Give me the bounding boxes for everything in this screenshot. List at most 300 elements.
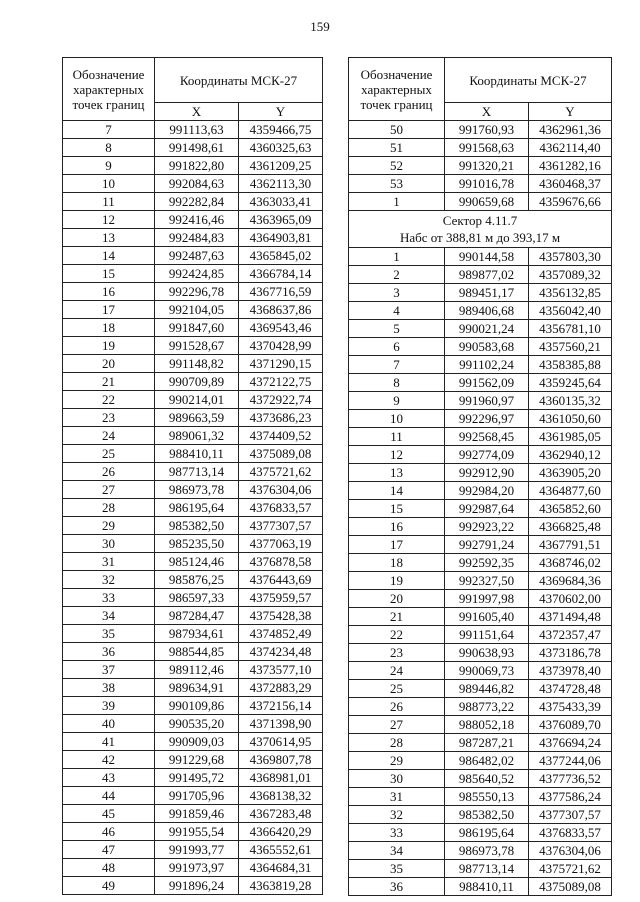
point-number: 14 <box>349 482 445 500</box>
table-row <box>349 157 612 175</box>
x-coordinate: 990214,01 <box>155 391 239 409</box>
y-coordinate: 4365845,02 <box>239 247 323 265</box>
point-number: 22 <box>349 626 445 644</box>
table-row <box>349 464 612 482</box>
table-row <box>63 247 323 265</box>
x-coordinate: 991822,80 <box>155 157 239 175</box>
point-number: 12 <box>349 446 445 464</box>
x-coordinate: 991859,46 <box>155 805 239 823</box>
right-table-body-before <box>349 121 612 211</box>
y-coordinate: 4376833,57 <box>529 824 612 842</box>
y-coordinate: 4366420,29 <box>239 823 323 841</box>
x-coordinate: 992416,46 <box>155 211 239 229</box>
table-row <box>63 535 323 553</box>
point-number: 11 <box>349 428 445 446</box>
x-coordinate: 992984,20 <box>445 482 529 500</box>
table-row <box>349 482 612 500</box>
y-coordinate: 4371398,90 <box>239 715 323 733</box>
point-number: 29 <box>63 517 155 535</box>
x-header: X <box>445 103 529 121</box>
table-row <box>63 175 323 193</box>
x-coordinate: 988773,22 <box>445 698 529 716</box>
table-row <box>63 157 323 175</box>
y-coordinate: 4363819,28 <box>239 877 323 895</box>
point-number: 32 <box>349 806 445 824</box>
y-coordinate: 4360325,63 <box>239 139 323 157</box>
x-coordinate: 989634,91 <box>155 679 239 697</box>
table-row <box>349 320 612 338</box>
table-row <box>349 716 612 734</box>
sector-row <box>349 211 612 248</box>
point-number: 45 <box>63 805 155 823</box>
x-coordinate: 992912,90 <box>445 464 529 482</box>
point-number: 39 <box>63 697 155 715</box>
y-coordinate: 4371290,15 <box>239 355 323 373</box>
x-coordinate: 989877,02 <box>445 266 529 284</box>
point-number: 18 <box>63 319 155 337</box>
point-number: 33 <box>349 824 445 842</box>
x-coordinate: 988410,11 <box>445 878 529 896</box>
y-coordinate: 4371494,48 <box>529 608 612 626</box>
sector-section <box>349 211 612 248</box>
x-coordinate: 987284,47 <box>155 607 239 625</box>
x-coordinate: 985550,13 <box>445 788 529 806</box>
y-coordinate: 4370428,99 <box>239 337 323 355</box>
coordinates-header: Координаты МСК-27 <box>445 58 612 103</box>
point-number: 26 <box>349 698 445 716</box>
y-coordinate: 4356042,40 <box>529 302 612 320</box>
x-coordinate: 992296,78 <box>155 283 239 301</box>
y-coordinate: 4358385,88 <box>529 356 612 374</box>
y-coordinate: 4377307,57 <box>239 517 323 535</box>
y-coordinate: 4367716,59 <box>239 283 323 301</box>
x-coordinate: 992487,63 <box>155 247 239 265</box>
x-coordinate: 987934,61 <box>155 625 239 643</box>
y-coordinate: 4376833,57 <box>239 499 323 517</box>
x-coordinate: 991498,61 <box>155 139 239 157</box>
x-coordinate: 990638,93 <box>445 644 529 662</box>
point-number: 35 <box>349 860 445 878</box>
x-coordinate: 991113,63 <box>155 121 239 139</box>
point-number: 14 <box>63 247 155 265</box>
x-coordinate: 991993,77 <box>155 841 239 859</box>
table-row <box>349 392 612 410</box>
x-coordinate: 990109,86 <box>155 697 239 715</box>
y-coordinate: 4365552,61 <box>239 841 323 859</box>
table-row <box>63 697 323 715</box>
point-number: 36 <box>349 878 445 896</box>
table-row <box>63 319 323 337</box>
point-number: 31 <box>349 788 445 806</box>
x-coordinate: 985382,50 <box>445 806 529 824</box>
point-number: 8 <box>63 139 155 157</box>
y-coordinate: 4375721,62 <box>239 463 323 481</box>
table-row <box>63 193 323 211</box>
y-coordinate: 4376443,69 <box>239 571 323 589</box>
x-coordinate: 991960,97 <box>445 392 529 410</box>
y-coordinate: 4376304,06 <box>529 842 612 860</box>
point-number: 21 <box>349 608 445 626</box>
x-coordinate: 990583,68 <box>445 338 529 356</box>
point-number: 2 <box>349 266 445 284</box>
table-row <box>63 769 323 787</box>
sector-subtitle: Набс от 388,81 м до 393,17 м <box>399 230 561 245</box>
x-coordinate: 985235,50 <box>155 535 239 553</box>
table-row <box>63 877 323 895</box>
y-coordinate: 4373186,78 <box>529 644 612 662</box>
table-row <box>349 878 612 896</box>
x-coordinate: 991016,78 <box>445 175 529 193</box>
y-coordinate: 4377307,57 <box>529 806 612 824</box>
point-number: 31 <box>63 553 155 571</box>
coordinates-table-right <box>348 57 612 896</box>
point-number: 24 <box>63 427 155 445</box>
point-number: 16 <box>349 518 445 536</box>
y-coordinate: 4364877,60 <box>529 482 612 500</box>
point-number: 50 <box>349 121 445 139</box>
table-row <box>63 337 323 355</box>
point-number: 12 <box>63 211 155 229</box>
point-number: 46 <box>63 823 155 841</box>
x-coordinate: 987713,14 <box>155 463 239 481</box>
x-coordinate: 991528,67 <box>155 337 239 355</box>
table-row <box>349 356 612 374</box>
x-coordinate: 990535,20 <box>155 715 239 733</box>
table-row <box>63 445 323 463</box>
x-coordinate: 990909,03 <box>155 733 239 751</box>
x-coordinate: 990709,89 <box>155 373 239 391</box>
y-header: Y <box>529 103 612 121</box>
point-number: 8 <box>349 374 445 392</box>
table-row <box>349 338 612 356</box>
y-coordinate: 4370614,95 <box>239 733 323 751</box>
table-row <box>349 536 612 554</box>
point-number: 19 <box>349 572 445 590</box>
x-coordinate: 986482,02 <box>445 752 529 770</box>
x-coordinate: 985382,50 <box>155 517 239 535</box>
x-coordinate: 989451,17 <box>445 284 529 302</box>
table-row <box>349 734 612 752</box>
x-coordinate: 992424,85 <box>155 265 239 283</box>
coordinates-table-left <box>62 57 323 895</box>
x-coordinate: 986597,33 <box>155 589 239 607</box>
point-number: 18 <box>349 554 445 572</box>
table-row <box>63 499 323 517</box>
y-coordinate: 4361985,05 <box>529 428 612 446</box>
point-label-header: Обозначение характерных точек границ <box>63 58 155 121</box>
table-row <box>349 374 612 392</box>
x-coordinate: 985640,52 <box>445 770 529 788</box>
y-coordinate: 4359245,64 <box>529 374 612 392</box>
point-number: 26 <box>63 463 155 481</box>
y-coordinate: 4372156,14 <box>239 697 323 715</box>
point-number: 20 <box>349 590 445 608</box>
point-number: 6 <box>349 338 445 356</box>
table-row <box>349 518 612 536</box>
point-number: 44 <box>63 787 155 805</box>
point-number: 9 <box>349 392 445 410</box>
point-number: 13 <box>349 464 445 482</box>
y-coordinate: 4375721,62 <box>529 860 612 878</box>
table-row <box>349 554 612 572</box>
point-number: 25 <box>349 680 445 698</box>
point-number: 47 <box>63 841 155 859</box>
y-coordinate: 4375959,57 <box>239 589 323 607</box>
y-coordinate: 4374728,48 <box>529 680 612 698</box>
table-row <box>63 751 323 769</box>
point-number: 28 <box>349 734 445 752</box>
table-row <box>63 733 323 751</box>
x-coordinate: 991568,63 <box>445 139 529 157</box>
table-row <box>63 625 323 643</box>
x-coordinate: 990021,24 <box>445 320 529 338</box>
y-coordinate: 4363033,41 <box>239 193 323 211</box>
right-table-body-after <box>349 248 612 896</box>
y-coordinate: 4377244,06 <box>529 752 612 770</box>
table-row <box>63 823 323 841</box>
table-row <box>349 788 612 806</box>
point-number: 15 <box>63 265 155 283</box>
y-coordinate: 4361209,25 <box>239 157 323 175</box>
point-number: 21 <box>63 373 155 391</box>
table-row <box>349 644 612 662</box>
table-row <box>63 481 323 499</box>
x-coordinate: 992282,84 <box>155 193 239 211</box>
y-coordinate: 4368746,02 <box>529 554 612 572</box>
point-number: 20 <box>63 355 155 373</box>
table-row <box>63 661 323 679</box>
y-coordinate: 4357803,30 <box>529 248 612 266</box>
table-row <box>63 373 323 391</box>
point-number: 10 <box>63 175 155 193</box>
sector-title: Сектор 4.11.7 <box>442 213 518 228</box>
table-row <box>63 121 323 139</box>
y-coordinate: 4369684,36 <box>529 572 612 590</box>
y-coordinate: 4368637,86 <box>239 301 323 319</box>
x-coordinate: 991705,96 <box>155 787 239 805</box>
x-coordinate: 991760,93 <box>445 121 529 139</box>
point-number: 16 <box>63 283 155 301</box>
table-row <box>349 139 612 157</box>
y-coordinate: 4363905,20 <box>529 464 612 482</box>
point-number: 43 <box>63 769 155 787</box>
x-coordinate: 987287,21 <box>445 734 529 752</box>
point-number: 7 <box>349 356 445 374</box>
point-number: 5 <box>349 320 445 338</box>
x-coordinate: 989406,68 <box>445 302 529 320</box>
point-label-header: Обозначение характерных точек границ <box>349 58 445 121</box>
y-coordinate: 4366784,14 <box>239 265 323 283</box>
y-coordinate: 4376878,58 <box>239 553 323 571</box>
table-row <box>349 824 612 842</box>
table-row <box>63 643 323 661</box>
y-coordinate: 4374409,52 <box>239 427 323 445</box>
table-row <box>349 428 612 446</box>
x-coordinate: 990069,73 <box>445 662 529 680</box>
table-row <box>63 571 323 589</box>
point-number: 36 <box>63 643 155 661</box>
table-row <box>63 517 323 535</box>
point-number: 9 <box>63 157 155 175</box>
x-coordinate: 991605,40 <box>445 608 529 626</box>
table-row <box>63 805 323 823</box>
point-number: 29 <box>349 752 445 770</box>
table-row <box>63 841 323 859</box>
table-row <box>63 409 323 427</box>
table-row <box>349 446 612 464</box>
table-row <box>349 266 612 284</box>
left-table-body <box>63 121 323 895</box>
table-row <box>63 589 323 607</box>
sector-cell <box>349 211 612 248</box>
point-number: 37 <box>63 661 155 679</box>
y-coordinate: 4359676,66 <box>529 193 612 211</box>
point-number: 48 <box>63 859 155 877</box>
point-number: 27 <box>63 481 155 499</box>
x-coordinate: 992327,50 <box>445 572 529 590</box>
y-coordinate: 4370602,00 <box>529 590 612 608</box>
page-number: 159 <box>310 19 330 34</box>
table-row <box>63 553 323 571</box>
y-coordinate: 4362113,30 <box>239 175 323 193</box>
x-coordinate: 988410,11 <box>155 445 239 463</box>
x-coordinate: 991997,98 <box>445 590 529 608</box>
table-row <box>349 193 612 211</box>
x-coordinate: 992592,35 <box>445 554 529 572</box>
y-coordinate: 4373978,40 <box>529 662 612 680</box>
x-coordinate: 992791,24 <box>445 536 529 554</box>
point-number: 4 <box>349 302 445 320</box>
point-number: 1 <box>349 248 445 266</box>
y-coordinate: 4361282,16 <box>529 157 612 175</box>
y-coordinate: 4356132,85 <box>529 284 612 302</box>
x-coordinate: 991973,97 <box>155 859 239 877</box>
table-row <box>63 139 323 157</box>
point-number: 1 <box>349 193 445 211</box>
point-number: 33 <box>63 589 155 607</box>
y-coordinate: 4356781,10 <box>529 320 612 338</box>
y-coordinate: 4364903,81 <box>239 229 323 247</box>
table-row <box>63 463 323 481</box>
y-coordinate: 4372922,74 <box>239 391 323 409</box>
table-row <box>63 283 323 301</box>
x-coordinate: 992923,22 <box>445 518 529 536</box>
x-coordinate: 991955,54 <box>155 823 239 841</box>
point-number: 38 <box>63 679 155 697</box>
y-coordinate: 4360468,37 <box>529 175 612 193</box>
table-row <box>349 590 612 608</box>
table-row <box>349 626 612 644</box>
table-row <box>63 427 323 445</box>
x-coordinate: 991320,21 <box>445 157 529 175</box>
table-row <box>63 859 323 877</box>
y-coordinate: 4368981,01 <box>239 769 323 787</box>
table-row <box>349 284 612 302</box>
x-coordinate: 992084,63 <box>155 175 239 193</box>
y-coordinate: 4361050,60 <box>529 410 612 428</box>
table-row <box>63 607 323 625</box>
y-coordinate: 4357560,21 <box>529 338 612 356</box>
point-number: 25 <box>63 445 155 463</box>
y-coordinate: 4364684,31 <box>239 859 323 877</box>
x-coordinate: 986973,78 <box>155 481 239 499</box>
table-row <box>349 500 612 518</box>
table-row <box>63 211 323 229</box>
x-coordinate: 992296,97 <box>445 410 529 428</box>
table-row <box>349 248 612 266</box>
x-coordinate: 989112,46 <box>155 661 239 679</box>
table-row <box>349 680 612 698</box>
x-coordinate: 989663,59 <box>155 409 239 427</box>
table-row <box>349 608 612 626</box>
table-row <box>63 355 323 373</box>
point-number: 30 <box>63 535 155 553</box>
point-number: 24 <box>349 662 445 680</box>
point-number: 28 <box>63 499 155 517</box>
table-row <box>349 698 612 716</box>
point-number: 15 <box>349 500 445 518</box>
x-coordinate: 985124,46 <box>155 553 239 571</box>
y-coordinate: 4367791,51 <box>529 536 612 554</box>
y-coordinate: 4373577,10 <box>239 661 323 679</box>
table-row <box>349 842 612 860</box>
y-coordinate: 4369807,78 <box>239 751 323 769</box>
y-coordinate: 4375089,08 <box>239 445 323 463</box>
point-number: 32 <box>63 571 155 589</box>
y-coordinate: 4369543,46 <box>239 319 323 337</box>
x-coordinate: 992568,45 <box>445 428 529 446</box>
point-number: 10 <box>349 410 445 428</box>
x-coordinate: 991896,24 <box>155 877 239 895</box>
table-row <box>349 860 612 878</box>
point-number: 23 <box>63 409 155 427</box>
x-coordinate: 991148,82 <box>155 355 239 373</box>
point-number: 27 <box>349 716 445 734</box>
point-number: 19 <box>63 337 155 355</box>
table-row <box>63 787 323 805</box>
y-coordinate: 4367283,48 <box>239 805 323 823</box>
table-row <box>63 715 323 733</box>
x-coordinate: 989446,82 <box>445 680 529 698</box>
y-coordinate: 4374852,49 <box>239 625 323 643</box>
y-coordinate: 4372357,47 <box>529 626 612 644</box>
x-coordinate: 986195,64 <box>445 824 529 842</box>
x-coordinate: 990144,58 <box>445 248 529 266</box>
y-coordinate: 4363965,09 <box>239 211 323 229</box>
y-coordinate: 4362961,36 <box>529 121 612 139</box>
point-number: 51 <box>349 139 445 157</box>
y-coordinate: 4376304,06 <box>239 481 323 499</box>
point-number: 42 <box>63 751 155 769</box>
x-coordinate: 991562,09 <box>445 374 529 392</box>
x-coordinate: 986195,64 <box>155 499 239 517</box>
y-coordinate: 4372122,75 <box>239 373 323 391</box>
table-row <box>63 391 323 409</box>
y-coordinate: 4362114,40 <box>529 139 612 157</box>
table-row <box>349 662 612 680</box>
point-number: 17 <box>63 301 155 319</box>
y-coordinate: 4366825,48 <box>529 518 612 536</box>
x-coordinate: 991151,64 <box>445 626 529 644</box>
x-coordinate: 989061,32 <box>155 427 239 445</box>
x-coordinate: 992484,83 <box>155 229 239 247</box>
table-row <box>349 752 612 770</box>
x-coordinate: 992774,09 <box>445 446 529 464</box>
x-coordinate: 991495,72 <box>155 769 239 787</box>
table-row <box>349 302 612 320</box>
y-coordinate: 4377063,19 <box>239 535 323 553</box>
x-coordinate: 991102,24 <box>445 356 529 374</box>
